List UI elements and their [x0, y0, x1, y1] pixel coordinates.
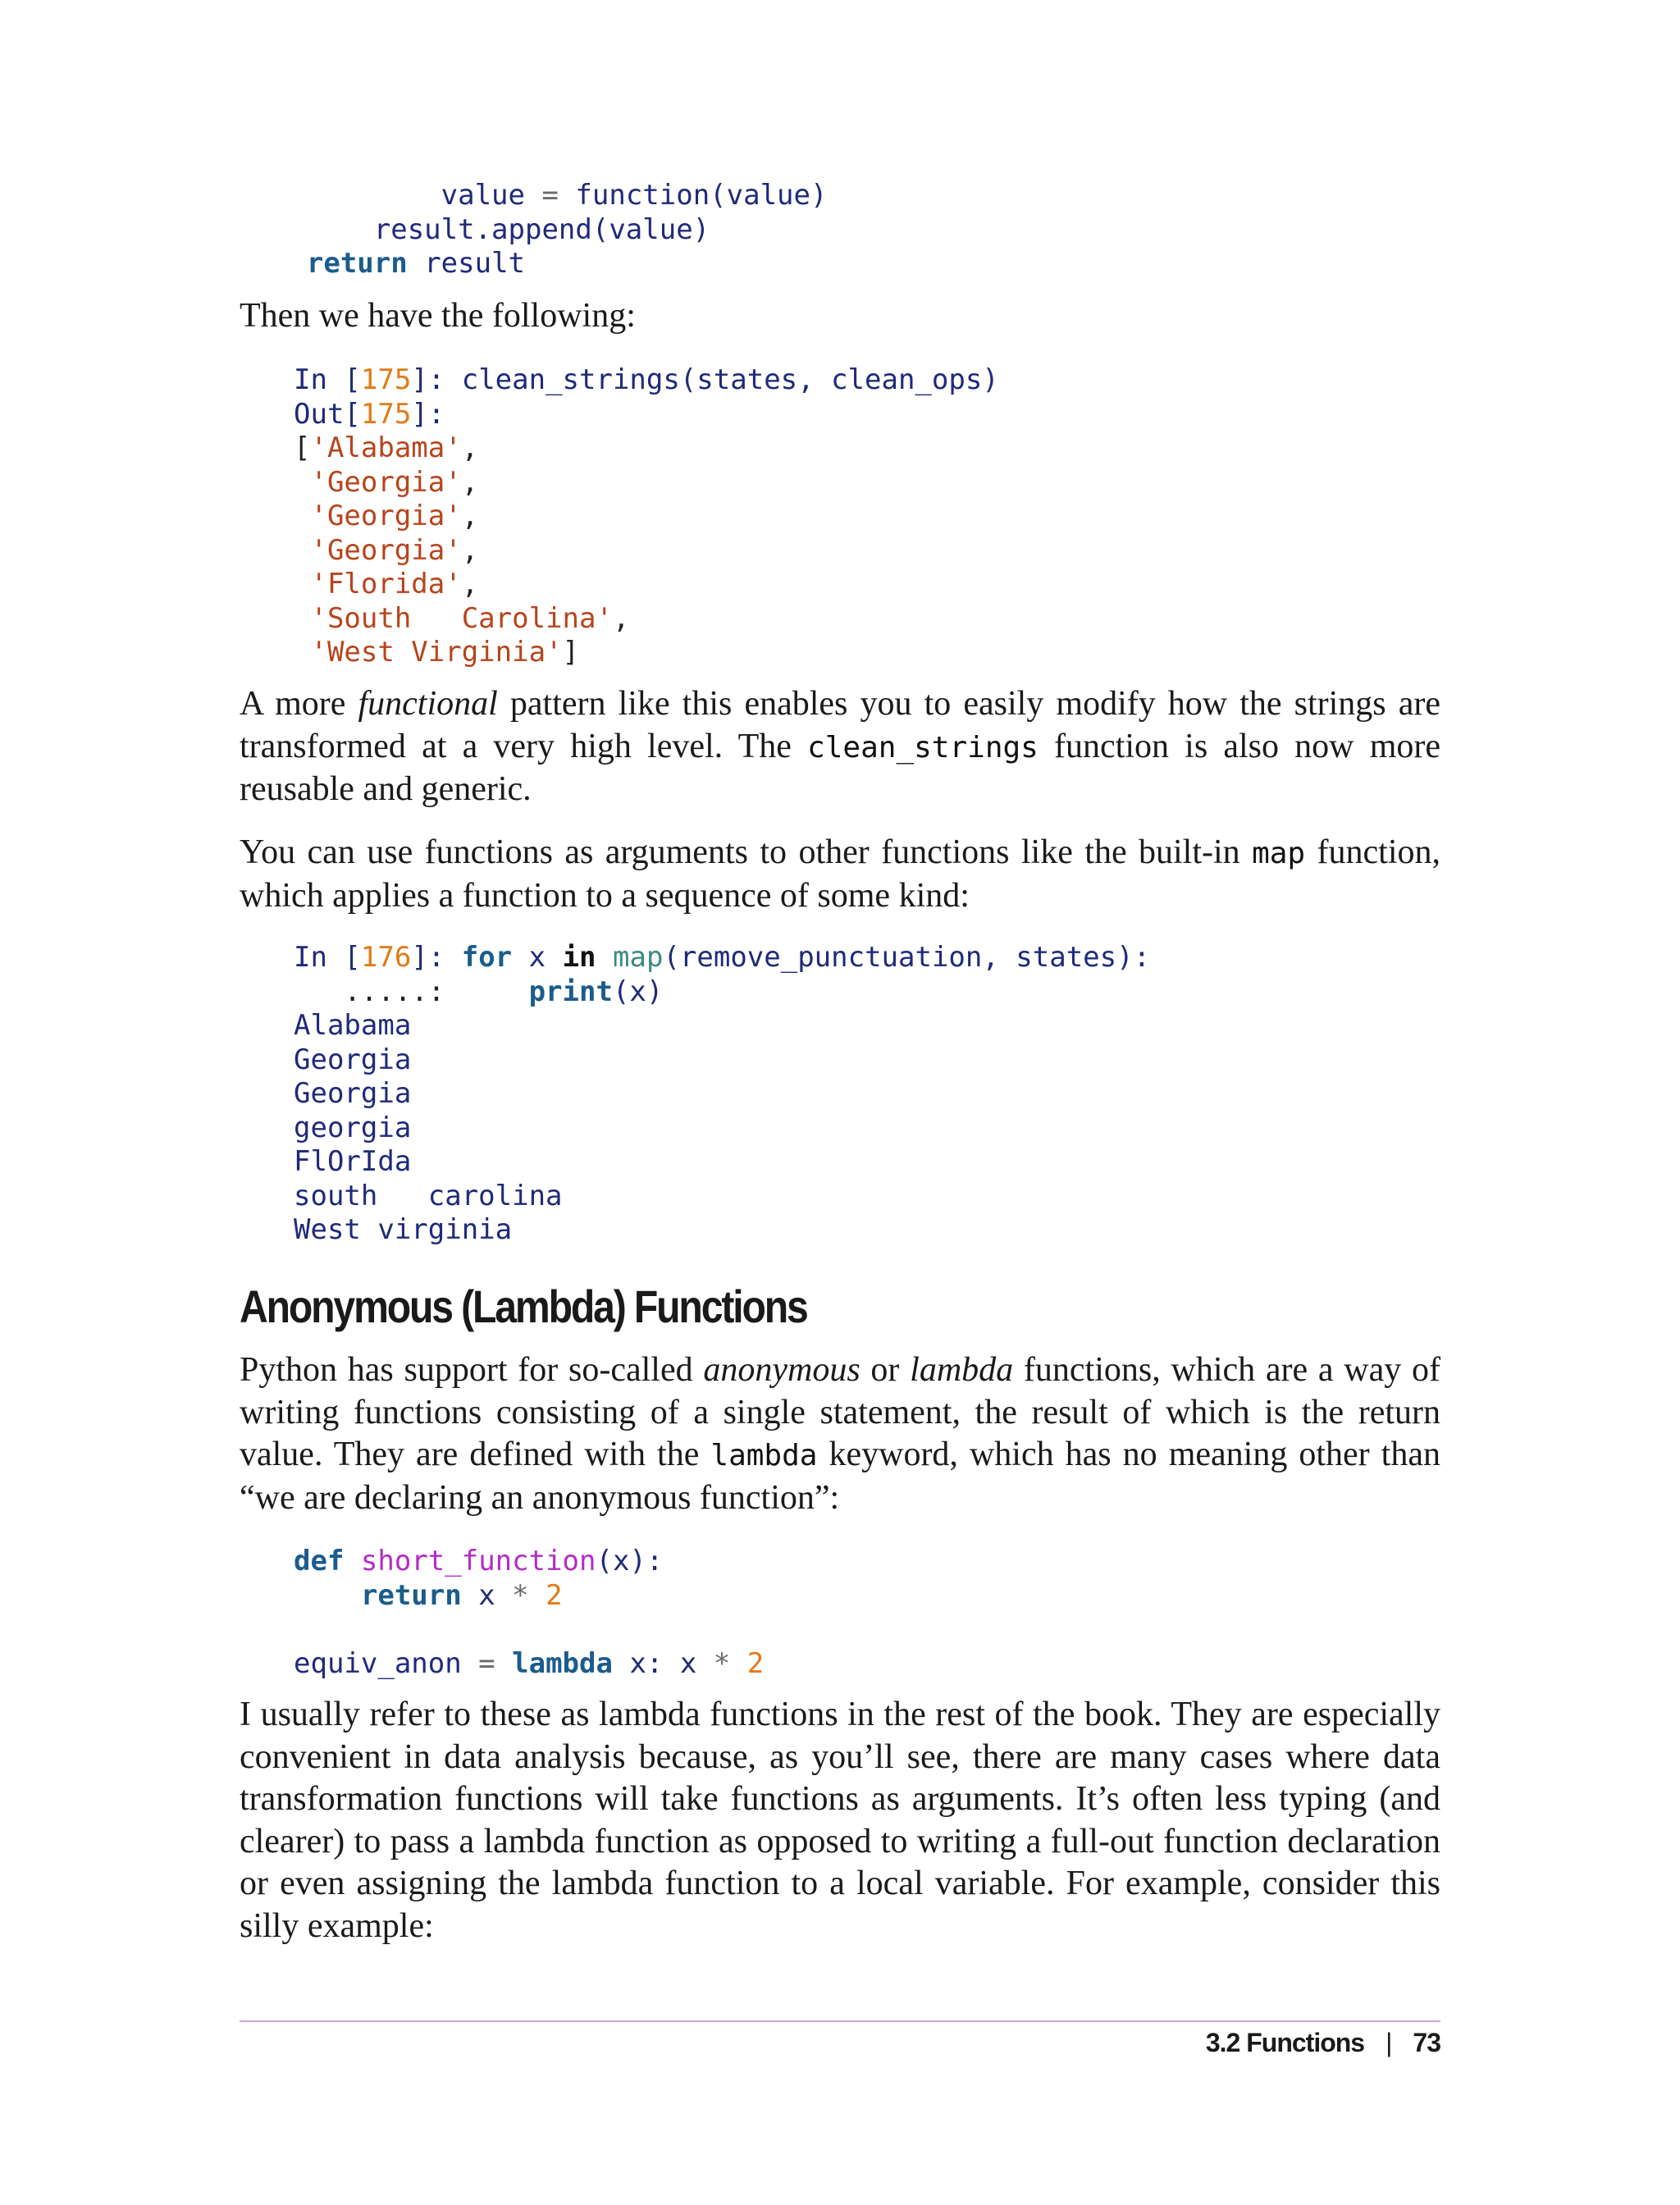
output-line: West virginia: [294, 1213, 513, 1246]
code-block-clean-strings: In [175]: clean_strings(states, clean_ops) Out[175]: ['Alabama', 'Georgia', 'Georgia', 'Georgia', 'Florida', 'South Carolina', 'West Virginia']: [294, 363, 999, 669]
inline-code: lambda: [710, 1439, 818, 1472]
page-number: 73: [1413, 2028, 1440, 2057]
emphasis: anonymous: [703, 1351, 861, 1389]
input-prompt: In [175]:: [294, 363, 462, 396]
result-item: 'Alabama': [310, 431, 462, 464]
result-item: 'Georgia': [310, 465, 462, 499]
output-prompt: Out[175]:: [294, 397, 445, 431]
inline-code: clean_strings: [807, 730, 1039, 765]
result-item: 'Florida': [310, 568, 462, 600]
result-item: 'West Virginia': [310, 636, 563, 669]
code-line: return result: [306, 247, 526, 280]
code-line: value = function(value): [240, 179, 828, 212]
paragraph: You can use functions as arguments to other functions like the built-in map function, which applies a function to a sequence of some kind:: [240, 833, 1440, 915]
inline-code: map: [1252, 837, 1306, 870]
footer-rule: [240, 2020, 1440, 2022]
output-line: georgia: [294, 1111, 412, 1144]
footer-section-title: 3.2 Functions: [1205, 2028, 1365, 2057]
input-code: clean_strings(states, clean_ops): [461, 363, 999, 396]
paragraph: Python has support for so-called anonymous or lambda functions, which are a way of writing functions consisting of a single statement, the result of which is the return value. They are defined with the lambda keyword, which has no meaning other than “we are declaring an anonymous function”:: [240, 1351, 1440, 1517]
output-line: Alabama: [294, 1009, 412, 1042]
paragraph: I usually refer to these as lambda functions in the rest of the book. They are especially convenient in data analysis because, as you’ll see, there are many cases where data transformation functions will take functions as arguments. It’s often less typing (and clearer) to pass a lambda function as opposed to writing a full-out function declaration or even assigning the lambda function to a local variable. For example, consider this silly example:: [240, 1696, 1440, 1945]
emphasis: lambda: [910, 1351, 1014, 1389]
output-line: south carolina: [294, 1179, 563, 1212]
section-heading: Anonymous (Lambda) Functions: [240, 1281, 807, 1332]
output-line: Georgia: [294, 1077, 412, 1110]
output-line: FlOrIda: [294, 1145, 412, 1178]
code-line: result.append(value): [240, 212, 710, 246]
footer-separator: |: [1386, 2028, 1392, 2057]
result-item: 'Georgia': [310, 533, 462, 567]
paragraph: A more functional pattern like this enables you to easily modify how the strings are transformed at a very high level. The clean_strings function is also now more reusable and generic.: [240, 685, 1441, 808]
code-block-lambda: def short_function(x): return x * 2 equiv_anon = lambda x: x * 2: [294, 1545, 765, 1680]
input-prompt: In [176]:: [294, 941, 462, 974]
result-item: 'Georgia': [310, 500, 462, 532]
output-line: Georgia: [294, 1043, 412, 1076]
page-footer: [1206, 2028, 1440, 2058]
result-item: 'South Carolina': [310, 601, 613, 635]
code-block-map: In [176]: for x in map(remove_punctuation, states): .....: print(x) Alabama Georgia Georgia georgia FlOrIda south carolina West virginia: [294, 941, 1151, 1246]
code-block-continuation: [240, 179, 827, 281]
emphasis: functional: [358, 685, 498, 723]
paragraph: Then we have the following:: [240, 297, 636, 335]
